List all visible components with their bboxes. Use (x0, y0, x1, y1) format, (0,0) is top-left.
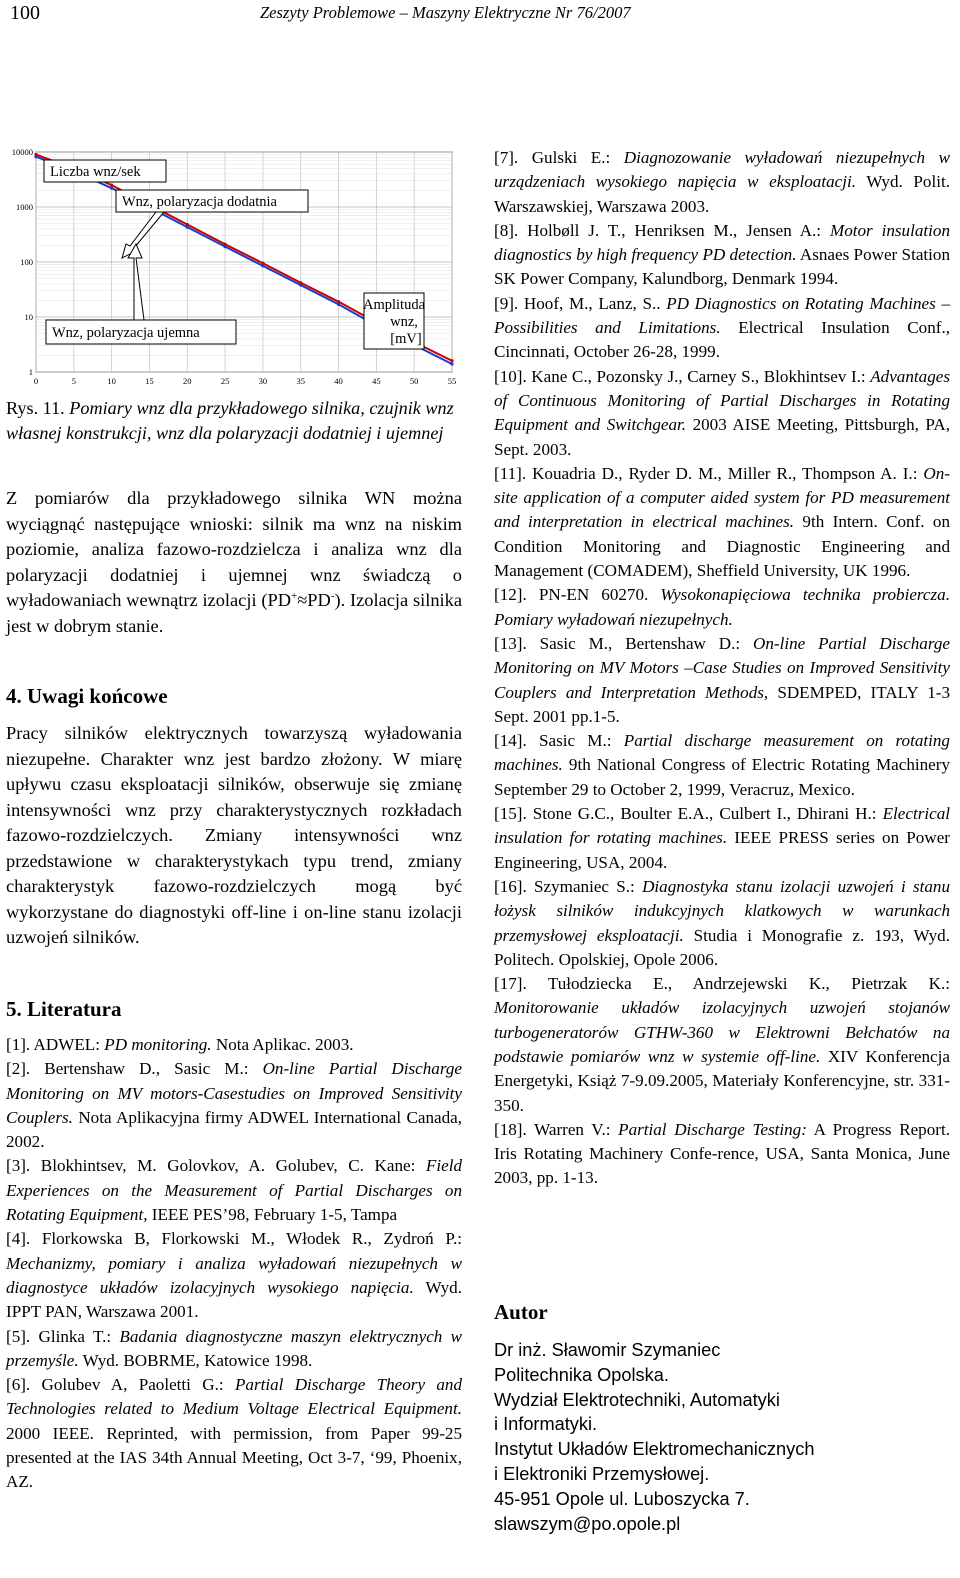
data-point (186, 226, 189, 229)
figure-chart (6, 140, 457, 390)
data-point (261, 264, 264, 267)
reference-publication: Asnaes Power Station SK Power Company, Kalundborg, Denmark 1994. (494, 245, 950, 289)
y-tick-label: 100 (20, 257, 33, 267)
x-tick-label: 45 (372, 376, 381, 386)
data-point (110, 187, 113, 190)
reference-item (494, 875, 950, 972)
y-tick-label: 1 (28, 367, 33, 377)
reference-title: On-line Partial Discharge Monitoring on MV motors-Casestudies on Improved Sensitivity Couplers. (6, 1059, 462, 1127)
references-right (494, 146, 950, 1191)
reference-publication: Electrical Insulation Conf., Cincinnati, October 26-28, 1999. (494, 318, 950, 362)
reference-item (494, 632, 950, 729)
reference-item (494, 365, 950, 462)
reference-publication: A Progress Report. Iris Rotating Machinery Confe-rence, USA, Santa Monica, June 2003, pp. 1-13. (494, 1119, 950, 1188)
conclusion-paragraph (6, 486, 462, 639)
pd-plus: + (290, 589, 298, 602)
author-line: i Elektroniki Przemysłowej. (494, 1463, 710, 1484)
reference-authors: [11]. Kouadria D., Ryder D. M., Miller R., Thompson A. I.: (494, 463, 924, 483)
reference-item (494, 729, 950, 802)
references-left (6, 1033, 462, 1495)
author-line: slawszym@po.opole.pl (494, 1513, 681, 1534)
reference-authors: [15]. Stone G.C., Boulter E.A., Culbert I., Dhirani H.: (494, 804, 883, 824)
x-tick-label: 40 (334, 376, 343, 386)
reference-title: Mechanizmy, pomiary i analiza wyładowań niezupełnych w diagnostyce układów izolacyjnych wysokiego napięcia. (6, 1253, 462, 1297)
reference-authors: [12]. PN-EN 60270. (494, 585, 661, 605)
reference-title: On-site application of a computer aided system for PD measurement and interpretation in electrical machines. (494, 463, 950, 532)
y-tick-label: 10000 (11, 147, 33, 157)
author-line: Dr inż. Sławomir Szymaniec (494, 1340, 721, 1360)
annotation-rate (44, 160, 166, 182)
reference-title: Wysokonapięciowa technika probiercza. Pomiary wyładowań niezupełnych. (494, 585, 950, 629)
final-remarks-paragraph: Pracy silników elektrycznych towarzyszą wyładowania niezupełne. Charakter wnz jest bardzo złożony. W miarę upływu czasu eksploatacji silników, obserwuje się zmianę intensywności wnz przy charakterystycznych rozkładach fazowo-rozdzielczych. Zmiany intensywności wnz przedstawione w charakterystykach typu trend, zmiany charakterystyk fazowo-rozdzielczych mogą być wykorzystane do diagnostyki off-line i on-line stanu izolacji uzwojeń silników. (6, 723, 462, 947)
reference-title: Advantages of Continuous Monitoring of Partial Discharges in Rotating Equipment and Switchgear. (494, 366, 950, 435)
reference-item (494, 1118, 950, 1191)
reference-item (494, 583, 950, 632)
reference-authors: [2]. Bertenshaw D., Sasic M.: (6, 1059, 263, 1079)
x-tick-label: 15 (145, 376, 154, 386)
pd-minus: - (330, 589, 335, 602)
label-amplitude-1: Amplituda (362, 297, 426, 313)
reference-title: PD Diagnostics on Rotating Machines – Possibilities and Limitations. (494, 293, 951, 338)
reference-publication: Nota Aplikacyjna firmy ADWEL International Canada, 2002. (6, 1107, 462, 1152)
x-tick-label: 20 (183, 376, 192, 386)
reference-title: Electrical insulation for rotating machines. (494, 804, 950, 848)
reference-authors: [3]. Blokhintsev, M. Golovkov, A. Golubev, C. Kane: (6, 1156, 426, 1176)
x-tick-label: 0 (33, 376, 39, 386)
author-line: Instytut Układów Elektromechanicznych (494, 1439, 815, 1460)
reference-title: Badania diagnostyczne maszyn elektrycznych w przemyśle. (6, 1326, 462, 1370)
reference-publication: 9th National Congress of Electric Rotating Machinery September 29 to October 2, 1999, Veracruz, Mexico. (494, 755, 950, 799)
para1-tail: ). Izolacja silnika jest w dobrym stanie. (6, 590, 462, 636)
reference-publication: 2003 AISE Meeting, Pittsburgh, PA, Sept. 2003. (494, 415, 950, 459)
reference-title: Partial Discharge Theory and Technologies related to Medium Voltage Electrical Equipment. (6, 1375, 462, 1419)
reference-title: Motor insulation diagnostics by high frequency PD detection. (494, 220, 950, 265)
reference-publication: Studia i Monografie z. 193, Wyd. Politech. Opolskiej, Opole 2006. (494, 925, 951, 969)
reference-authors: [16]. Szymaniec S.: (494, 876, 643, 896)
reference-authors: [4]. Florkowska B, Florkowski M., Włodek R., Zydroń P.: (6, 1229, 462, 1249)
x-tick-label: 10 (107, 376, 116, 386)
author-block (494, 1338, 814, 1536)
pd-chart (6, 140, 457, 390)
author-line: 45-951 Opole ul. Luboszycka 7. (494, 1488, 750, 1509)
page-number: 100 (10, 2, 40, 24)
reference-item (494, 146, 950, 219)
label-rate: Liczba wnz/sek (50, 164, 141, 180)
reference-item (6, 1154, 462, 1227)
x-tick-label: 30 (258, 376, 268, 386)
x-tick-label: 50 (409, 376, 419, 386)
label-amplitude-2: wnz, (390, 314, 418, 330)
caption-text: Pomiary wnz dla przykładowego silnika, czujnik wnz własnej konstrukcji, wnz dla polaryzacji dodatniej i ujemnej (6, 398, 454, 443)
reference-authors: [8]. Holbøll J. T., Henriksen M., Jensen A.: (494, 220, 830, 240)
reference-title: On-line Partial Discharge Monitoring on MV Motors –Case Studies on Improved Sensitivity Couplers and Interpretation Methods, (494, 633, 950, 702)
reference-item (494, 972, 950, 1118)
data-point (34, 155, 37, 158)
reference-authors: [18]. Warren V.: (494, 1119, 619, 1139)
reference-authors: [14]. Sasic M.: (494, 731, 624, 751)
section-heading-4: 4. Uwagi końcowe (6, 684, 168, 708)
x-tick-label: 25 (220, 376, 230, 386)
reference-authors: [9]. Hoof, M., Lanz, S.. (494, 293, 667, 313)
reference-publication: IEEE PRESS series on Power Engineering, USA, 2004. (494, 828, 950, 872)
reference-authors: [6]. Golubev A, Paoletti G.: (6, 1375, 235, 1395)
journal-title: Zeszyty Problemowe – Maszyny Elektryczne Nr 76/2007 (260, 3, 631, 22)
reference-publication: Wyd. BOBRME, Katowice 1998. (78, 1350, 313, 1370)
section-heading-5: 5. Literatura (6, 997, 122, 1021)
reference-title: Diagnostyka stanu izolacji uzwojeń i stanu łożysk silników indukcyjnych klatkowych w warunkach przemysłowej eksploatacji. (494, 876, 950, 945)
reference-item (494, 462, 950, 583)
data-point (450, 362, 453, 365)
reference-item (494, 802, 950, 875)
para1-text: Z pomiarów dla przykładowego silnika WN można wyciągnąć następujące wnioski: silnik ma wnz na niskim poziomie, analiza fazowo-rozdzielcza i analiza wnz dla polaryzacji dodatniej i ujemnej wnz świadczą o wyładowaniach wewnątrz izolacji (PD (6, 488, 462, 610)
data-point (223, 245, 226, 248)
data-point (110, 184, 113, 187)
annotation-amplitude (363, 293, 426, 349)
author-line: i Informatyki. (494, 1414, 598, 1435)
data-point (337, 303, 340, 306)
reference-item (494, 292, 950, 365)
reference-title: Monitorowanie układów izolacyjnych uzwojeń stojanów turbogeneratorów GTHW-360 w Elektrowni Bełchatów na podstawie pomiarów wnz w systemie off-line. (494, 998, 950, 1066)
reference-item (494, 219, 950, 292)
figure-caption (6, 396, 464, 446)
reference-authors: [13]. Sasic M., Bertenshaw D.: (494, 633, 754, 653)
label-amplitude-3: [mV] (390, 331, 422, 347)
reference-item (6, 1227, 462, 1324)
data-point (299, 284, 302, 287)
reference-title: Partial Discharge Testing: (618, 1119, 807, 1139)
author-heading: Autor (494, 1300, 548, 1324)
reference-title: Field Experiences on the Measurement of Partial Discharges on Rotating Equipment, (6, 1156, 462, 1225)
reference-authors: [7]. Gulski E.: (494, 148, 624, 167)
reference-title: PD monitoring. (104, 1035, 212, 1054)
reference-title: Partial discharge measurement on rotating machines. (494, 731, 950, 775)
reference-publication: SDEMPED, ITALY 1-3 Sept. 2001 pp.1-5. (494, 682, 950, 726)
author-line: Wydział Elektrotechniki, Automatyki (494, 1389, 780, 1410)
y-tick-label: 1000 (16, 202, 33, 212)
reference-publication: 2000 IEEE. Reprinted, with permission, from Paper 99-25 presented at the IAS 34th Annual Meeting, Oct 3-7, ‘99, Phoenix, AZ. (6, 1423, 462, 1492)
reference-item (6, 1325, 462, 1374)
reference-publication: Wyd. Polit. Warszawskiej, Warszawa 2003. (494, 172, 950, 216)
caption-label: Rys. 11. (6, 398, 65, 418)
data-point (450, 359, 453, 362)
label-negative: Wnz, polaryzacja ujemna (52, 325, 200, 341)
reference-publication: Nota Aplikac. 2003. (211, 1035, 354, 1054)
reference-publication: XIV Konferencja Energetyki, Książ 7-9.09.2005, Materiały Konferencyjne, str. 331-350. (494, 1046, 950, 1115)
reference-publication: 9th Intern. Conf. on Condition Monitoring and Diagnostic Engineering and Management (COMADEM), Sheffield University, UK 1996. (494, 512, 950, 581)
x-tick-label: 55 (447, 376, 457, 386)
reference-item (6, 1373, 462, 1494)
page-header (10, 2, 950, 28)
pd-approx: ≈PD (297, 590, 331, 610)
reference-title: Diagnozowanie wyładowań niezupełnych w urządzeniach wysokiego napięcia w eksploatacji. (494, 148, 950, 192)
label-positive: Wnz, polaryzacja dodatnia (122, 194, 277, 210)
reference-item (6, 1033, 462, 1057)
reference-publication: IEEE PES’98, February 1-5, Tampa (147, 1205, 398, 1225)
x-tick-label: 35 (296, 376, 305, 386)
x-tick-label: 5 (71, 376, 76, 386)
author-line: Politechnika Opolska. (494, 1364, 669, 1385)
reference-publication: Wyd. IPPT PAN, Warszawa 2001. (6, 1277, 462, 1322)
reference-authors: [17]. Tułodziecka E., Andrzejewski K., Pietrzak K.: (494, 974, 950, 994)
reference-authors: [10]. Kane C., Pozonsky J., Carney S., Blokhintsev I.: (494, 366, 871, 386)
reference-authors: [1]. ADWEL: (6, 1035, 105, 1054)
reference-authors: [5]. Glinka T.: (6, 1326, 120, 1346)
y-tick-label: 10 (24, 312, 33, 322)
reference-item (6, 1057, 462, 1154)
